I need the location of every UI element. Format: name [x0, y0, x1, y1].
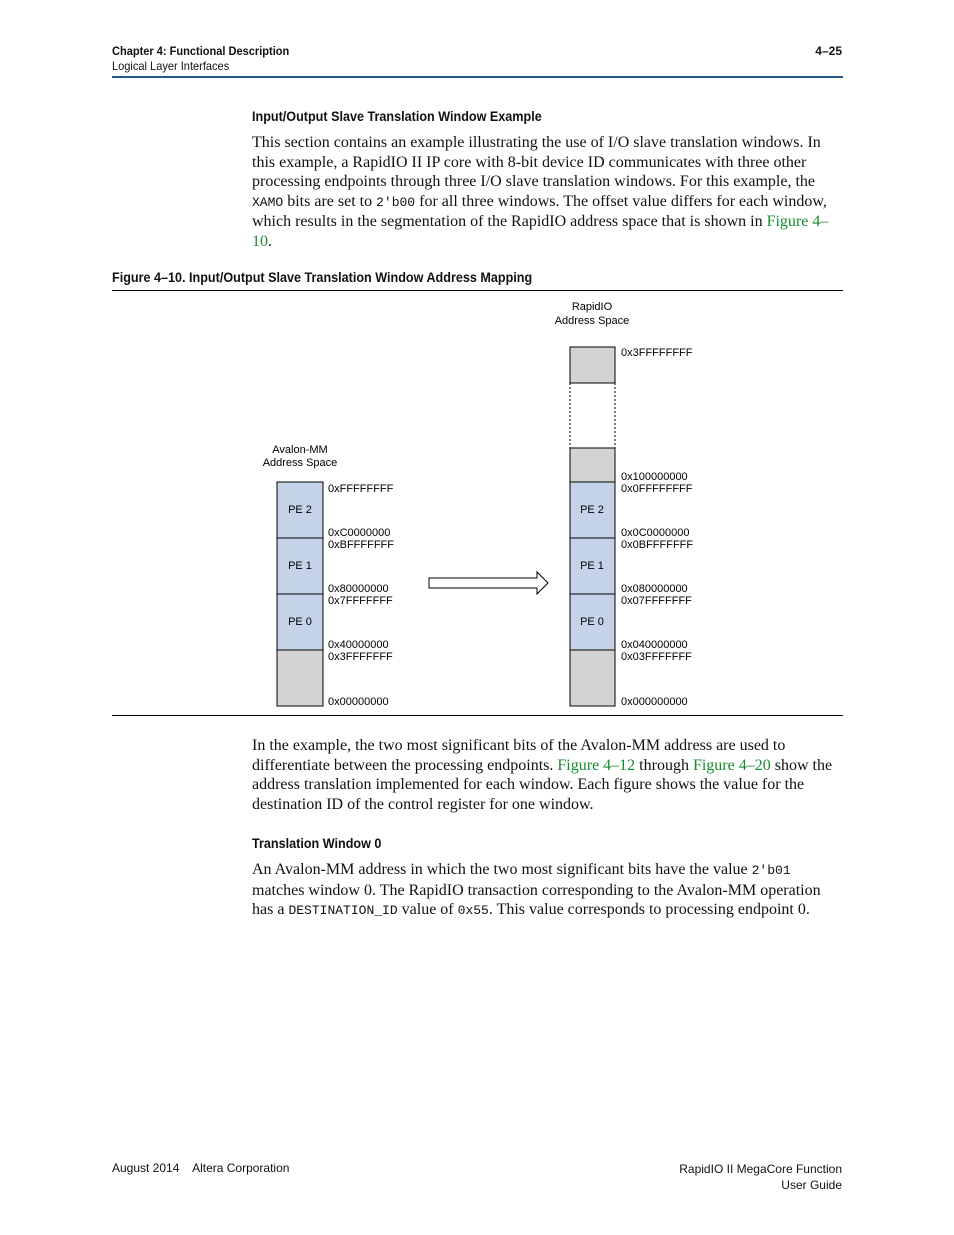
left-addr: 0xBFFFFFFF — [328, 539, 394, 551]
left-address-labels — [328, 483, 394, 708]
right-label-pe0: PE 0 — [580, 616, 604, 628]
left-addr: 0xFFFFFFFF — [328, 483, 394, 495]
right-addr: 0x100000000 — [621, 471, 688, 483]
footer-right — [679, 1161, 842, 1193]
right-title-1: RapidIO — [571, 301, 613, 313]
right-addr: 0x0C0000000 — [621, 527, 690, 539]
left-title-2: Address Space — [262, 457, 338, 469]
footer-left: August 2014 Altera Corporation — [112, 1161, 290, 1175]
left-addr: 0x40000000 — [328, 639, 389, 651]
mapping-arrow-icon — [429, 572, 548, 594]
link-figure-4-20[interactable]: Figure 4–20 — [692, 756, 771, 774]
right-addr: 0x3FFFFFFFF — [621, 347, 693, 359]
right-label-pe2: PE 2 — [580, 504, 604, 516]
right-addr: 0x07FFFFFFF — [621, 595, 692, 607]
right-addr: 0x080000000 — [621, 583, 688, 595]
section-title-example: Input/Output Slave Translation Window Example — [252, 108, 542, 124]
header-chapter: Chapter 4: Functional Description — [112, 44, 290, 58]
link-figure-4-10[interactable]: Figure 4–10 — [252, 213, 829, 250]
right-addr: 0x040000000 — [621, 639, 688, 651]
header-section: Logical Layer Interfaces — [112, 59, 230, 73]
right-title-2: Address Space — [554, 315, 630, 327]
left-label-pe2: PE 2 — [288, 504, 312, 516]
right-label-pe1: PE 1 — [580, 560, 604, 572]
right-addr: 0x0FFFFFFFF — [621, 483, 693, 495]
left-title-1: Avalon-MM — [272, 444, 328, 456]
figure-caption: Figure 4–10. Input/Output Slave Translation Window Address Mapping — [112, 269, 533, 285]
right-block-upper-unused — [570, 448, 615, 482]
footer-guide: User Guide — [781, 1178, 842, 1192]
right-address-column — [570, 347, 615, 706]
left-address-column — [277, 482, 323, 706]
right-addr: 0x000000000 — [621, 696, 688, 708]
left-label-pe1: PE 1 — [288, 560, 312, 572]
header-page-number: 4–25 — [815, 44, 842, 58]
paragraph-example: In the example, the two most significant bits of the Avalon-MM address are used to differentiate between the processing endpoints. Figure 4–12 through Figure 4–20 show the address translation implemented for each window. Each figure shows the value for the destination ID of the control register for one window. — [252, 737, 833, 813]
right-addr: 0x03FFFFFFF — [621, 651, 692, 663]
left-label-pe0: PE 0 — [288, 616, 312, 628]
code-2b00: 2'b00 — [376, 194, 416, 210]
right-addr: 0x0BFFFFFFF — [621, 539, 694, 551]
link-figure-4-12[interactable]: Figure 4–12 — [557, 756, 636, 774]
code-xamo: XAMO — [252, 194, 284, 210]
section-title-window0: Translation Window 0 — [252, 835, 382, 851]
paragraph-window0: An Avalon-MM address in which the two most significant bits have the value 2'b01 matches window 0. The RapidIO transaction corresponding to the Avalon-MM operation has a DESTINATION_ID value of 0x55. This value corresponds to processing endpoint 0. — [252, 861, 821, 918]
right-block-top-unused — [570, 347, 615, 383]
footer-product: RapidIO II MegaCore Function — [679, 1162, 842, 1176]
code-destination-id: DESTINATION_ID — [288, 903, 398, 918]
left-addr: 0xC0000000 — [328, 527, 391, 539]
paragraph-intro: This section contains an example illustrating the use of I/O slave translation windows. In this example, a RapidIO II IP core with 8-bit device ID communicates with three other processing endpoints through three I/O slave translation windows. For this example, the XAMO bits are set to 2'b00 for all three windows. The offset value differs for each window, which results in the segmentation of the RapidIO address space that is shown in Figure 4–10. — [252, 134, 829, 250]
left-addr: 0x80000000 — [328, 583, 389, 595]
right-block-lower-unused — [570, 650, 615, 706]
code-2b01: 2'b01 — [751, 863, 791, 878]
left-addr: 0x7FFFFFFF — [328, 595, 393, 607]
right-address-labels — [621, 347, 693, 708]
left-block-unused — [277, 650, 323, 706]
left-addr: 0x00000000 — [328, 696, 389, 708]
code-0x55: 0x55 — [457, 903, 489, 918]
left-addr: 0x3FFFFFFF — [328, 651, 393, 663]
